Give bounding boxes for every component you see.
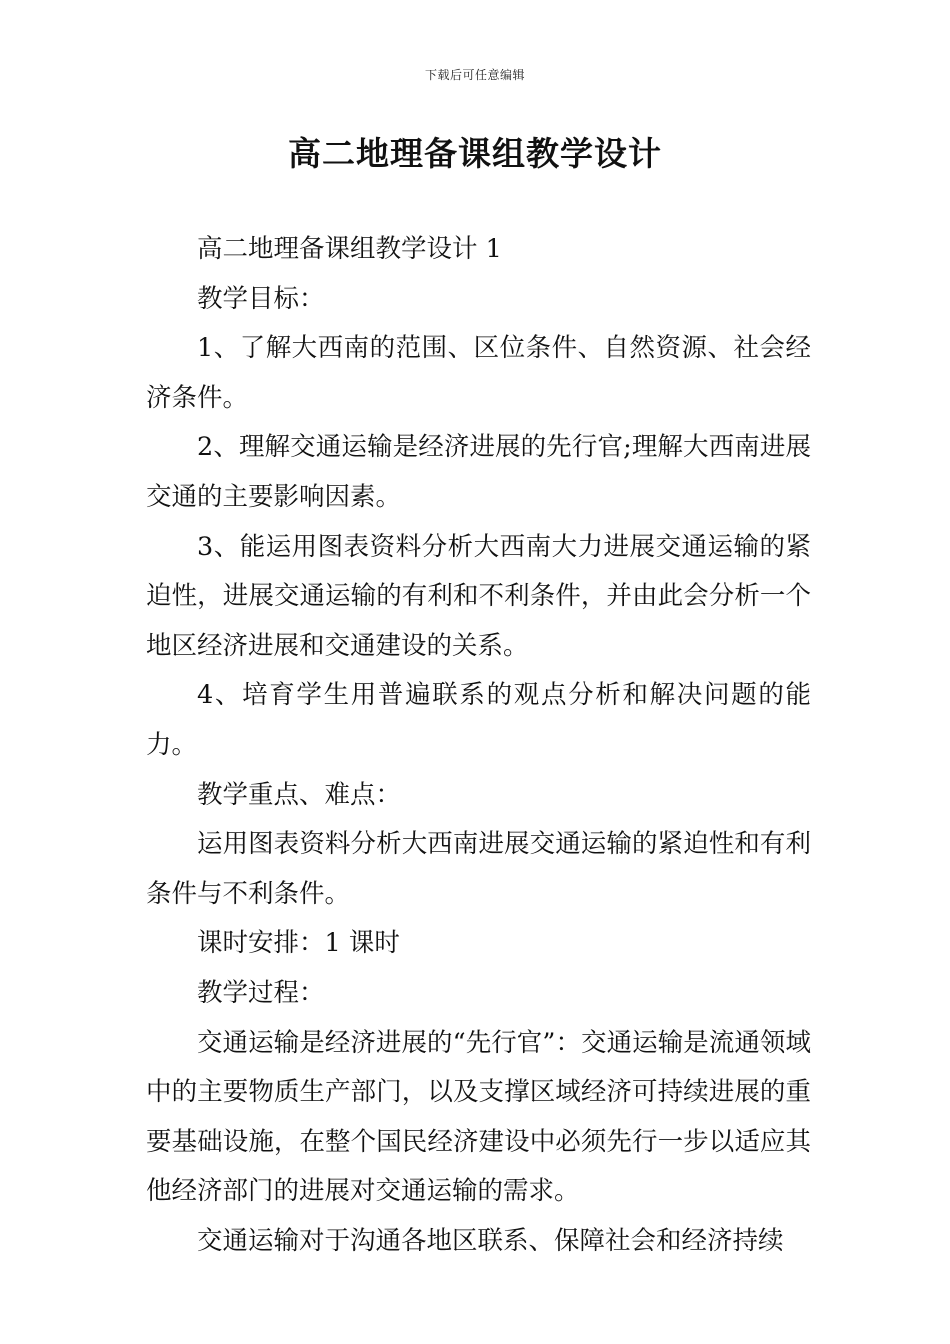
document-body <box>146 225 811 1266</box>
paragraph-key-points-heading: 教学重点、难点： <box>197 779 402 810</box>
paragraph-objective-3: 3、能运用图表资料分析大西南大力进展交通运输的紧迫性，进展交通运输的有利和不利条件，并由此会分析一个地区经济进展和交通建设的关系。 <box>146 531 811 661</box>
document-title: 高二地理备课组教学设计 <box>288 134 662 173</box>
paragraph-objectives-heading: 教学目标： <box>197 283 325 314</box>
paragraph-process-2: 交通运输对于沟通各地区联系、保障社会和经济持续 <box>197 1225 784 1256</box>
paragraph-schedule: 课时安排：1 课时 <box>197 928 400 959</box>
paragraph-process-heading: 教学过程： <box>197 977 325 1008</box>
header-note: 下载后可任意编辑 <box>424 68 525 82</box>
paragraph-objective-4: 4、培育学生用普遍联系的观点分析和解决问题的能力。 <box>146 680 811 760</box>
paragraph-section-heading: 高二地理备课组教学设计 1 <box>197 234 502 264</box>
paragraph-objective-1: 1、了解大西南的范围、区位条件、自然资源、社会经济条件。 <box>146 333 811 413</box>
paragraph-key-points: 运用图表资料分析大西南进展交通运输的紧迫性和有利条件与不利条件。 <box>146 829 811 909</box>
paragraph-process-1: 交通运输是经济进展的“先行官”：交通运输是流通领域中的主要物质生产部门，以及支撑区域经济可持续进展的重要基础设施，在整个国民经济建设中必须先行一步以适应其他经济部门的进展对交通运输的需求。 <box>146 1027 811 1207</box>
paragraph-objective-2: 2、理解交通运输是经济进展的先行官;理解大西南进展交通的主要影响因素。 <box>146 432 811 512</box>
